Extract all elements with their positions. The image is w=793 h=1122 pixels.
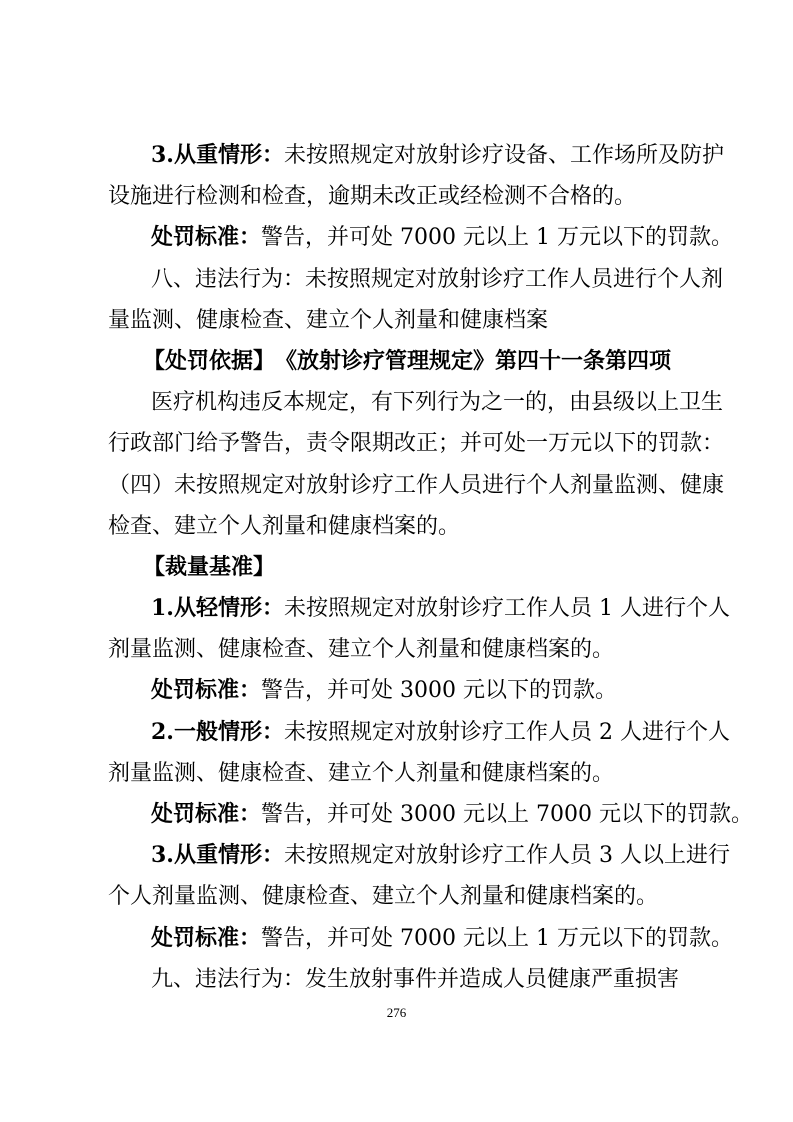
paragraph-line bbox=[108, 222, 733, 253]
line-text: 警告，并可处 3000 元以下的罚款。 bbox=[261, 678, 617, 704]
line-text: 医疗机构违反本规定，有下列行为之一的，由县级以上卫生 bbox=[151, 390, 724, 416]
paragraph-line bbox=[108, 264, 724, 295]
line-text: 检查、建立个人剂量和健康档案的。 bbox=[108, 513, 461, 539]
paragraph-line bbox=[108, 593, 730, 624]
line-text: 警告，并可处 7000 元以上 1 万元以下的罚款。 bbox=[261, 225, 733, 251]
line-text: 《放射诊疗管理规定》第四十一条第四项 bbox=[264, 347, 672, 374]
paragraph-line bbox=[108, 552, 694, 583]
line-label: 处罚标准： bbox=[151, 224, 262, 251]
line-label: 处罚标准： bbox=[151, 677, 262, 704]
line-text: （四）未按照规定对放射诊疗工作人员进行个人剂量监测、健康 bbox=[108, 472, 725, 498]
line-text: 个人剂量监测、健康检查、建立个人剂量和健康档案的。 bbox=[108, 884, 659, 910]
line-label: 1.从轻情形： bbox=[151, 595, 284, 622]
line-label: 3.从重情形： bbox=[151, 842, 284, 869]
line-text: 未按照规定对放射诊疗设备、工作场所及防护 bbox=[283, 143, 724, 168]
paragraph-line bbox=[108, 470, 725, 501]
paragraph-line bbox=[108, 511, 694, 542]
paragraph-line bbox=[108, 675, 694, 706]
line-label: 【裁量基准】 bbox=[143, 553, 276, 580]
line-text: 未按照规定对放射诊疗工作人员 3 人以上进行 bbox=[283, 843, 730, 869]
page-number: 276 bbox=[386, 1005, 407, 1020]
line-text: 警告，并可处 3000 元以上 7000 元以下的罚款。 bbox=[261, 802, 753, 827]
paragraph-line bbox=[108, 428, 725, 459]
line-text: 设施进行检测和检查，逾期未改正或经检测不合格的。 bbox=[108, 184, 637, 210]
line-label: 处罚标准： bbox=[151, 801, 262, 827]
paragraph-line bbox=[108, 140, 724, 171]
paragraph-line bbox=[108, 387, 724, 418]
line-label: 3.从重情形： bbox=[151, 142, 284, 168]
paragraph-line bbox=[108, 881, 694, 912]
paragraph-line bbox=[108, 840, 730, 871]
line-label: 处罚标准： bbox=[151, 924, 262, 951]
line-text: 八、违法行为：未按照规定对放射诊疗工作人员进行个人剂 bbox=[151, 266, 724, 292]
paragraph-line bbox=[108, 923, 733, 954]
paragraph-line bbox=[108, 181, 694, 212]
paragraph-line bbox=[108, 964, 694, 995]
line-text: 未按照规定对放射诊疗工作人员 2 人进行个人 bbox=[283, 719, 730, 745]
document-body bbox=[108, 140, 753, 1005]
line-text: 剂量监测、健康检查、建立个人剂量和健康档案的。 bbox=[108, 637, 615, 663]
paragraph-line bbox=[108, 305, 694, 336]
line-text: 九、违法行为：发生放射事件并造成人员健康严重损害 bbox=[151, 966, 680, 992]
line-text: 警告，并可处 7000 元以上 1 万元以下的罚款。 bbox=[261, 925, 733, 951]
line-label: 2.一般情形： bbox=[151, 718, 284, 745]
line-text: 行政部门给予警告，责令限期改正；并可处一万元以下的罚款： bbox=[108, 431, 725, 457]
paragraph-line bbox=[108, 346, 694, 377]
line-text: 剂量监测、健康检查、建立个人剂量和健康档案的。 bbox=[108, 760, 615, 786]
line-text: 量监测、健康检查、建立个人剂量和健康档案 bbox=[108, 307, 549, 333]
line-label: 【处罚依据】 bbox=[143, 347, 265, 374]
paragraph-line bbox=[108, 799, 753, 830]
line-text: 未按照规定对放射诊疗工作人员 1 人进行个人 bbox=[283, 596, 730, 622]
paragraph-line bbox=[108, 758, 694, 789]
paragraph-line bbox=[108, 634, 694, 665]
paragraph-line bbox=[108, 717, 730, 748]
